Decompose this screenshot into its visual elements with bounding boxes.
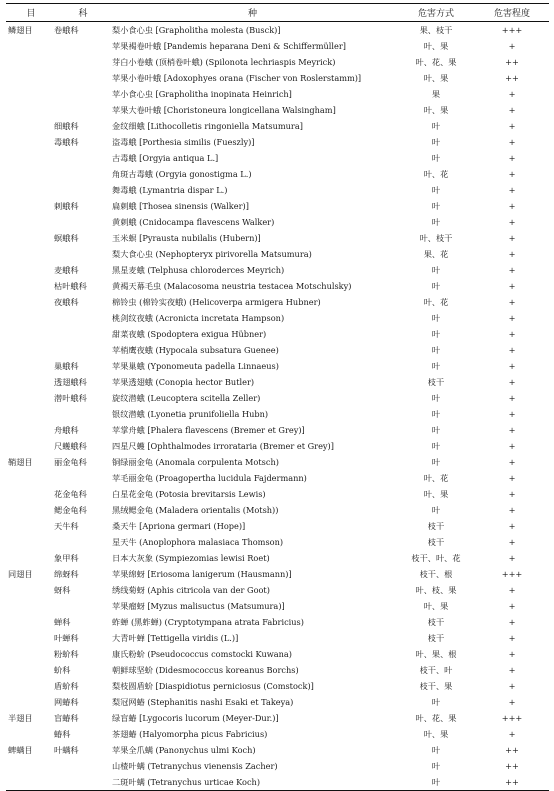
table-row (6, 438, 549, 454)
table-row (6, 598, 549, 614)
species-cell: 苹果绵蚜 [Eriosoma lanigerum (Hausmann)] (112, 568, 292, 579)
species-cell: 茶翅蝽 (Halyomorpha picus Fabricius) (112, 728, 268, 739)
species-cell: 苹果瘤蚜 [Myzus malisuctus (Matsumura)] (112, 600, 285, 611)
damage-mode-cell: 叶、花 (423, 472, 449, 483)
damage-level-cell: + (508, 201, 516, 211)
order-cell: 鞘翅目 (8, 456, 33, 467)
damage-level-cell: + (508, 633, 516, 643)
damage-mode-cell: 叶 (431, 504, 441, 515)
family-cell: 天牛科 (54, 520, 79, 531)
damage-level-cell: + (508, 265, 516, 275)
species-cell: 舞毒蛾 (Lymantria dispar L.) (112, 184, 228, 195)
family-cell: 麦蛾科 (54, 264, 79, 275)
species-cell: 桃剑纹夜蛾 (Acronicta incretata Hampson) (112, 312, 285, 323)
table-row (6, 182, 549, 198)
damage-level-cell: + (508, 185, 516, 195)
species-cell: 黄褐天幕毛虫 (Malacosoma neustria testacea Motschulsky) (112, 280, 352, 291)
table-row (6, 374, 549, 390)
damage-mode-cell: 叶 (431, 392, 441, 403)
table-row (6, 518, 549, 534)
species-cell: 梨枝圆盾蚧 [Diaspidiotus perniciosus (Comstock)] (112, 680, 314, 691)
damage-level-cell: + (508, 537, 516, 547)
damage-level-cell: + (508, 665, 516, 675)
damage-mode-cell: 叶 (431, 312, 441, 323)
species-cell: 扁刺蛾 [Thosea sinensis (Walker)] (112, 200, 249, 211)
species-cell: 旋纹潜蛾 (Leucoptera scitella Zeller) (112, 392, 261, 403)
damage-level-cell: + (508, 89, 516, 99)
table-row (6, 566, 549, 582)
damage-mode-cell: 叶、枝、果 (415, 584, 457, 595)
species-cell: 四星尺蠖 [Ophthalmodes irrorataria (Bremer et Grey)] (112, 440, 334, 451)
family-cell: 象甲科 (54, 552, 79, 563)
damage-level-cell: + (508, 649, 516, 659)
species-cell: 康氏粉蚧 (Pseudococcus comstocki Kuwana) (112, 648, 293, 659)
damage-level-cell: + (508, 377, 516, 387)
species-cell: 盗毒蛾 [Porthesia similis (Fueszly)] (112, 136, 255, 147)
damage-level-cell: + (508, 473, 516, 483)
damage-level-cell: + (508, 41, 516, 51)
table-row (6, 294, 549, 310)
species-cell: 苹果大卷叶蛾 [Choristoneura longicellana Walsingham] (112, 104, 336, 115)
table-row (6, 454, 549, 470)
damage-mode-cell: 枝干、叶 (419, 664, 453, 675)
damage-mode-cell: 叶、花 (423, 168, 449, 179)
table-row (6, 86, 549, 102)
family-cell: 螟蛾科 (54, 232, 79, 243)
species-cell: 银纹潜蛾 (Lyonetia prunifoliella Hubn) (112, 408, 269, 419)
damage-level-cell: ++ (505, 777, 519, 787)
species-cell: 星天牛 (Anoplophora malasiaca Thomson) (112, 536, 284, 547)
table-row (6, 470, 549, 486)
damage-mode-cell: 枝干 (427, 376, 445, 387)
table-row (6, 662, 549, 678)
table-row (6, 614, 549, 630)
header-species: 种 (247, 9, 257, 19)
table-row (6, 534, 549, 550)
family-cell: 巢蛾科 (54, 360, 79, 371)
table-row (6, 710, 549, 726)
damage-level-cell: + (508, 281, 516, 291)
species-cell: 甜菜夜蛾 (Spodoptera exigua Hübner) (112, 328, 267, 339)
damage-level-cell: + (508, 217, 516, 227)
table-row (6, 582, 549, 598)
family-cell: 绵蚜科 (54, 568, 79, 579)
damage-mode-cell: 叶、果 (423, 600, 449, 611)
damage-level-cell: + (508, 505, 516, 515)
order-cell: 半翅目 (8, 712, 33, 723)
family-cell: 细蛾科 (54, 120, 79, 131)
damage-level-cell: + (508, 729, 516, 739)
species-cell: 黑绒鳃金龟 (Maladera orientalis (Motsh)) (112, 504, 279, 515)
damage-level-cell: + (508, 313, 516, 323)
damage-mode-cell: 叶、花、果 (415, 56, 457, 67)
damage-mode-cell: 叶 (431, 280, 441, 291)
damage-mode-cell: 叶、果 (423, 72, 449, 83)
damage-level-cell: + (508, 457, 516, 467)
damage-mode-cell: 叶 (431, 744, 441, 755)
family-cell: 蝽科 (54, 728, 71, 739)
damage-mode-cell: 枝干 (427, 520, 445, 531)
damage-level-cell: + (508, 233, 516, 243)
table-row (6, 726, 549, 742)
damage-mode-cell: 叶 (431, 264, 441, 275)
family-cell: 卷蛾科 (54, 24, 79, 35)
species-cell: 绿盲蝽 [Lygocoris lucorum (Meyer-Dur.)] (112, 712, 279, 723)
table-row (6, 70, 549, 86)
damage-level-cell: +++ (501, 713, 523, 723)
table-row (6, 214, 549, 230)
damage-level-cell: + (508, 329, 516, 339)
family-cell: 叶蝉科 (54, 632, 79, 643)
damage-mode-cell: 叶 (431, 776, 441, 787)
damage-mode-cell: 叶、花 (423, 296, 449, 307)
species-cell: 蚱蝉 (黑蚱蝉) (Cryptotympana atrata Fabricius) (112, 616, 304, 627)
species-cell: 角斑古毒蛾 (Orgyia gonostigma L.) (112, 168, 252, 179)
species-cell: 白星花金龟 (Potosia brevitarsis Lewis) (112, 488, 266, 499)
damage-mode-cell: 叶、果 (423, 104, 449, 115)
damage-level-cell: + (508, 361, 516, 371)
damage-mode-cell: 叶 (431, 184, 441, 195)
family-cell: 蚜科 (54, 584, 71, 595)
species-cell: 苹果小卷叶蛾 [Adoxophyes orana (Fischer von Roslerstamm)] (112, 72, 362, 83)
table-row (6, 646, 549, 662)
damage-mode-cell: 叶 (431, 408, 441, 419)
table-row (6, 134, 549, 150)
species-cell: 苹小食心虫 [Grapholitha inopinata Heinrich] (112, 88, 292, 99)
family-cell: 网蝽科 (54, 696, 79, 707)
damage-level-cell: + (508, 521, 516, 531)
order-cell: 鳞翅目 (8, 24, 33, 35)
species-cell: 铜绿丽金龟 (Anomala corpulenta Motsch) (112, 456, 279, 467)
damage-level-cell: + (508, 153, 516, 163)
species-cell: 朝鲜球坚蚧 (Didesmococcus koreanus Borchs) (112, 664, 299, 675)
family-cell: 丽金龟科 (54, 456, 87, 467)
species-cell: 苹毛丽金龟 (Proagopertha lucidula Fajdermann) (112, 472, 307, 483)
table-row (6, 326, 549, 342)
family-cell: 尺蠖蛾科 (54, 440, 87, 451)
species-cell: 大青叶蝉 [Tettigella viridis (L.)] (112, 632, 239, 643)
family-cell: 鳃金龟科 (54, 504, 87, 515)
damage-level-cell: + (508, 601, 516, 611)
damage-level-cell: + (508, 169, 516, 179)
table-row (6, 742, 549, 758)
species-cell: 芽白小卷蛾 (顶梢卷叶蛾) (Spilonota lechriaspis Meyrick) (112, 56, 336, 67)
damage-level-cell: + (508, 425, 516, 435)
family-cell: 枯叶蛾科 (54, 280, 87, 291)
damage-mode-cell: 叶 (431, 344, 441, 355)
table-row (6, 390, 549, 406)
table-row (6, 406, 549, 422)
header-damage-level: 危害程度 (493, 9, 530, 19)
family-cell: 叶螨科 (54, 744, 79, 755)
species-cell: 苹果透翅蛾 (Conopia hector Butler) (112, 376, 255, 387)
damage-level-cell: + (508, 681, 516, 691)
species-cell: 苹掌舟蛾 [Phalera flavescens (Bremer et Grey)] (112, 424, 305, 435)
table-row (6, 118, 549, 134)
damage-mode-cell: 枝干、叶、花 (411, 552, 461, 563)
family-cell: 刺蛾科 (54, 200, 79, 211)
damage-level-cell: + (508, 409, 516, 419)
species-cell: 金纹细蛾 [Lithocolletis ringoniella Matsumura] (112, 120, 303, 131)
family-cell: 毒蛾科 (54, 136, 79, 147)
damage-level-cell: + (508, 105, 516, 115)
damage-level-cell: +++ (501, 25, 523, 35)
family-cell: 潜叶蛾科 (54, 392, 87, 403)
species-cell: 梨大食心虫 (Nephopteryx pirivorella Matsumura) (112, 248, 312, 259)
species-cell: 梨冠网蝽 (Stephanitis nashi Esaki et Takeya) (112, 696, 294, 707)
damage-level-cell: + (508, 297, 516, 307)
damage-level-cell: + (508, 345, 516, 355)
species-cell: 绣线菊蚜 (Aphis citricola van der Goot) (112, 584, 270, 595)
damage-mode-cell: 叶 (431, 152, 441, 163)
table-row (6, 310, 549, 326)
order-cell: 蜱螨目 (8, 744, 33, 755)
table-row (6, 22, 549, 38)
table-row (6, 278, 549, 294)
table-row (6, 502, 549, 518)
species-cell: 苹梢鹰夜蛾 (Hypocala subsatura Guenee) (112, 344, 279, 355)
table-body (6, 22, 549, 790)
table-row (6, 166, 549, 182)
damage-level-cell: + (508, 617, 516, 627)
damage-mode-cell: 叶 (431, 328, 441, 339)
family-cell: 夜蛾科 (54, 296, 79, 307)
damage-mode-cell: 果、花 (423, 248, 449, 259)
damage-mode-cell: 叶、花、果 (415, 712, 457, 723)
species-cell: 梨小食心虫 [Grapholitha molesta (Busck)] (112, 24, 281, 35)
species-cell: 古毒蛾 [Orgyia antiqua L.] (112, 152, 219, 163)
family-cell: 粉蚧科 (54, 648, 79, 659)
damage-mode-cell: 叶 (431, 120, 441, 131)
damage-mode-cell: 叶、果、根 (415, 648, 457, 659)
damage-mode-cell: 叶 (431, 200, 441, 211)
species-cell: 桑天牛 [Apriona germari (Hope)] (112, 520, 246, 531)
damage-mode-cell: 叶 (431, 440, 441, 451)
damage-mode-cell: 果、枝干 (419, 24, 453, 35)
family-cell: 盲蝽科 (54, 712, 79, 723)
damage-mode-cell: 枝干 (427, 632, 445, 643)
family-cell: 蝉科 (54, 616, 71, 627)
table-row (6, 678, 549, 694)
table-header (6, 4, 549, 21)
damage-level-cell: +++ (501, 569, 523, 579)
table-row (6, 758, 549, 774)
damage-mode-cell: 枝干、果 (419, 680, 453, 691)
damage-mode-cell: 叶、果 (423, 728, 449, 739)
species-cell: 二斑叶螨 (Tetranychus urticae Koch) (112, 776, 261, 787)
species-cell: 玉米螟 [Pyrausta nubilalis (Hubern)] (112, 232, 261, 243)
table-row (6, 486, 549, 502)
damage-level-cell: + (508, 249, 516, 259)
damage-level-cell: + (508, 121, 516, 131)
header-damage-mode: 危害方式 (417, 9, 454, 19)
damage-mode-cell: 叶 (431, 360, 441, 371)
damage-level-cell: ++ (505, 761, 519, 771)
damage-level-cell: ++ (505, 745, 519, 755)
damage-mode-cell: 果 (431, 88, 441, 99)
damage-level-cell: + (508, 697, 516, 707)
pest-table (6, 3, 549, 791)
species-cell: 日本大灰象 (Sympiezomias lewisi Roet) (112, 552, 270, 563)
damage-level-cell: ++ (505, 57, 519, 67)
damage-mode-cell: 叶、枝干 (419, 232, 453, 243)
species-cell: 山楂叶螨 (Tetranychus vienensis Zacher) (112, 760, 278, 771)
damage-mode-cell: 叶 (431, 456, 441, 467)
damage-level-cell: + (508, 553, 516, 563)
damage-mode-cell: 枝干 (427, 616, 445, 627)
damage-mode-cell: 叶、果 (423, 488, 449, 499)
family-cell: 舟蛾科 (54, 424, 79, 435)
species-cell: 黄刺蛾 (Cnidocampa flavescens Walker) (112, 216, 275, 227)
damage-mode-cell: 叶 (431, 424, 441, 435)
damage-mode-cell: 叶 (431, 760, 441, 771)
table-row (6, 358, 549, 374)
table-row (6, 262, 549, 278)
damage-level-cell: + (508, 393, 516, 403)
damage-level-cell: + (508, 441, 516, 451)
table-row (6, 102, 549, 118)
table-row (6, 246, 549, 262)
damage-mode-cell: 叶 (431, 136, 441, 147)
table-row (6, 422, 549, 438)
species-cell: 苹果褐卷叶蛾 [Pandemis heparana Deni & Schiffermüller] (112, 40, 346, 51)
table-row (6, 630, 549, 646)
table-row (6, 230, 549, 246)
table-row (6, 198, 549, 214)
table-row (6, 150, 549, 166)
species-cell: 黑星麦蛾 (Telphusa chloroderces Meyrich) (112, 264, 285, 275)
table-row (6, 774, 549, 790)
damage-mode-cell: 叶 (431, 696, 441, 707)
species-cell: 苹果巢蛾 (Yponomeuta padella Linnaeus) (112, 360, 279, 371)
damage-level-cell: + (508, 489, 516, 499)
header-family: 科 (78, 9, 88, 19)
species-cell: 苹果全爪螨 (Panonychus ulmi Koch) (112, 744, 256, 755)
species-cell: 棉铃虫 (棉铃实夜蛾) (Helicoverpa armigera Hubner) (112, 296, 321, 307)
header-order: 目 (26, 9, 36, 19)
damage-mode-cell: 叶、果 (423, 40, 449, 51)
order-cell: 同翅目 (8, 568, 33, 579)
table-row (6, 342, 549, 358)
table-row (6, 550, 549, 566)
damage-mode-cell: 枝干 (427, 536, 445, 547)
family-cell: 蚧科 (54, 664, 71, 675)
damage-level-cell: ++ (505, 73, 519, 83)
table-row (6, 54, 549, 70)
damage-mode-cell: 叶 (431, 216, 441, 227)
family-cell: 花金龟科 (54, 488, 87, 499)
table-row (6, 38, 549, 54)
family-cell: 盾蚧科 (54, 680, 79, 691)
damage-level-cell: + (508, 585, 516, 595)
table-row (6, 694, 549, 710)
damage-mode-cell: 枝干、根 (419, 568, 453, 579)
family-cell: 透翅蛾科 (54, 376, 87, 387)
damage-level-cell: + (508, 137, 516, 147)
